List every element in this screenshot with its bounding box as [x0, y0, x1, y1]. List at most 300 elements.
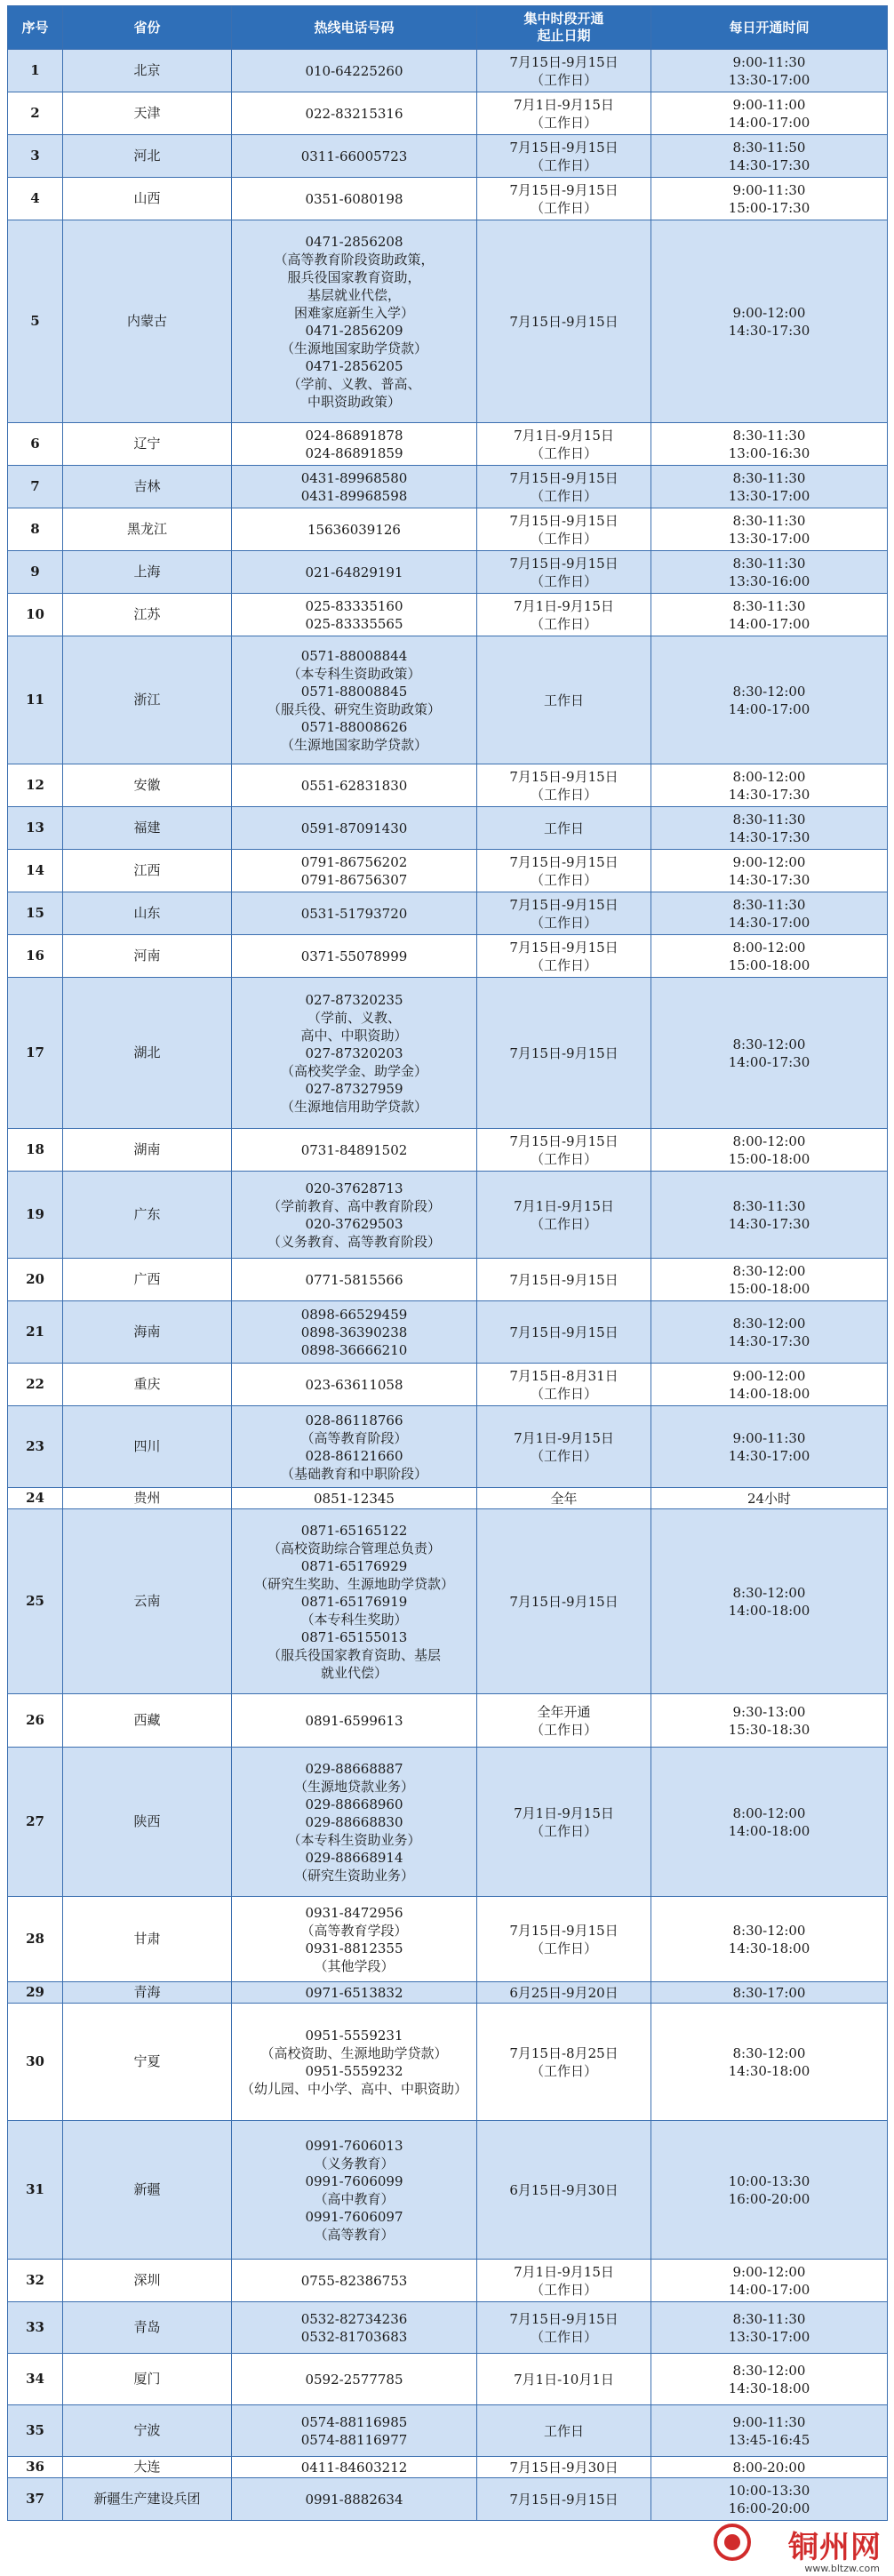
phone-line: 024-86891878: [305, 427, 403, 444]
phone-line: 027-87327959: [305, 1080, 403, 1097]
table-row: [8, 551, 888, 594]
header-hours: 每日开通时间: [651, 6, 888, 50]
period-line: （工作日）: [530, 914, 597, 931]
header-no: 序号: [8, 6, 63, 50]
province-name: 浙江: [63, 636, 232, 764]
phone-line: 0871-65176929: [300, 1557, 408, 1574]
phone-line: 0891-6599613: [305, 1712, 403, 1729]
hours-line: 13:00-16:30: [728, 444, 810, 461]
row-number: 5: [8, 220, 63, 423]
province-name: 四川: [63, 1406, 232, 1488]
period-line: 7月15日-9月15日: [509, 1132, 619, 1149]
province-name: 云南: [63, 1509, 232, 1694]
period-cell: [477, 1488, 651, 1509]
table-row: [8, 1301, 888, 1364]
phone-cell: [232, 220, 477, 423]
period-line: 6月25日-9月20日: [509, 1984, 619, 2001]
hours-cell: [651, 594, 888, 636]
hours-line: 16:00-20:00: [728, 2190, 810, 2207]
hours-cell: [651, 135, 888, 178]
hours-line: 14:30-18:00: [728, 1940, 810, 1956]
phone-cell: [232, 807, 477, 850]
row-number: 2: [8, 92, 63, 135]
hours-line: 14:00-17:00: [728, 700, 810, 717]
phone-line: 0574-88116977: [300, 2431, 408, 2448]
row-number: 18: [8, 1129, 63, 1172]
period-line: 工作日: [543, 692, 584, 708]
hours-line: 8:30-11:30: [732, 2310, 806, 2327]
phone-cell: [232, 2478, 477, 2521]
row-number: 25: [8, 1509, 63, 1694]
hours-line: 15:00-18:00: [728, 1280, 810, 1297]
phone-line: 010-64225260: [305, 62, 403, 79]
table-row: [8, 1172, 888, 1259]
hours-cell: [651, 508, 888, 551]
period-cell: [477, 1897, 651, 1982]
phone-line: 0574-88116985: [300, 2413, 408, 2430]
phone-line: 028-86118766: [305, 1412, 403, 1428]
period-line: （工作日）: [530, 530, 597, 547]
period-line: （工作日）: [530, 199, 597, 216]
row-number: 20: [8, 1259, 63, 1301]
table-row: [8, 466, 888, 508]
phone-line: （高等教育阶段资助政策，: [274, 251, 435, 268]
period-cell: [477, 178, 651, 220]
row-number: 4: [8, 178, 63, 220]
period-cell: [477, 2121, 651, 2260]
phone-line: 022-83215316: [305, 105, 403, 122]
row-number: 1: [8, 50, 63, 92]
table-row: [8, 2004, 888, 2121]
period-line: （工作日）: [530, 71, 597, 88]
period-line: 7月15日-9月15日: [509, 896, 619, 913]
phone-line: 0431-89968598: [300, 487, 408, 504]
province-name: 西藏: [63, 1694, 232, 1748]
row-number: 15: [8, 892, 63, 935]
phone-line: （生源地国家助学贷款）: [280, 736, 427, 753]
hours-line: 13:45-16:45: [728, 2431, 810, 2448]
table-row: [8, 2405, 888, 2457]
phone-cell: [232, 2405, 477, 2457]
period-cell: [477, 1364, 651, 1406]
row-number: 6: [8, 423, 63, 466]
province-name: 辽宁: [63, 423, 232, 466]
hours-line: 8:00-12:00: [732, 939, 806, 956]
hours-cell: [651, 220, 888, 423]
hours-cell: [651, 2121, 888, 2260]
period-line: 7月15日-8月31日: [509, 1367, 619, 1384]
period-cell: [477, 1982, 651, 2004]
row-number: 10: [8, 594, 63, 636]
province-name: 湖南: [63, 1129, 232, 1172]
hours-line: 15:00-17:30: [728, 199, 810, 216]
hours-line: 8:00-12:00: [732, 1132, 806, 1149]
hours-line: 9:00-12:00: [732, 2263, 806, 2280]
period-line: （工作日）: [530, 444, 597, 461]
phone-line: 0871-65176919: [300, 1593, 408, 1610]
table-row: [8, 423, 888, 466]
hours-line: 14:30-17:30: [728, 1332, 810, 1349]
period-line: （工作日）: [530, 871, 597, 888]
period-line: 7月15日-9月15日: [509, 512, 619, 529]
hours-line: 8:30-12:00: [732, 2362, 806, 2379]
province-name: 大连: [63, 2457, 232, 2478]
row-number: 13: [8, 807, 63, 850]
phone-line: （研究生奖助、生源地助学贷款）: [253, 1575, 454, 1592]
province-name: 青海: [63, 1982, 232, 2004]
phone-line: 028-86121660: [305, 1447, 403, 1464]
row-number: 19: [8, 1172, 63, 1259]
table-row: [8, 1897, 888, 1982]
period-line: 7月1日-9月15日: [514, 1197, 614, 1214]
hours-line: 13:30-17:00: [728, 71, 810, 88]
phone-line: 0898-36390238: [300, 1324, 408, 1340]
hours-line: 8:30-12:00: [732, 1584, 806, 1601]
hours-line: 8:30-12:00: [732, 1262, 806, 1279]
hours-line: 13:30-17:00: [728, 487, 810, 504]
hours-line: 9:00-11:30: [732, 53, 806, 70]
period-cell: [477, 2405, 651, 2457]
period-line: 全年开通: [537, 1703, 591, 1720]
hours-cell: [651, 1694, 888, 1748]
phone-line: （生源地国家助学贷款）: [280, 340, 427, 356]
phone-cell: [232, 1364, 477, 1406]
hours-cell: [651, 92, 888, 135]
hours-line: 14:30-17:00: [728, 1447, 810, 1464]
province-name: 安徽: [63, 764, 232, 807]
phone-cell: [232, 1172, 477, 1259]
phone-line: 0951-5559232: [305, 2062, 403, 2079]
phone-line: 高中、中职资助）: [300, 1027, 408, 1044]
phone-line: 029-88668914: [305, 1849, 403, 1866]
hours-cell: [651, 850, 888, 892]
hours-cell: [651, 764, 888, 807]
phone-cell: [232, 508, 477, 551]
phone-line: 0471-2856209: [305, 322, 403, 339]
phone-line: 0991-7606097: [305, 2208, 403, 2225]
phone-line: 0991-7606013: [305, 2137, 403, 2154]
period-line: 工作日: [543, 820, 584, 836]
hours-line: 14:30-17:00: [728, 914, 810, 931]
period-line: 7月15日-9月15日: [509, 555, 619, 572]
phone-line: 020-37628713: [305, 1180, 403, 1196]
period-cell: [477, 2457, 651, 2478]
table-row: [8, 135, 888, 178]
period-cell: [477, 508, 651, 551]
period-line: （工作日）: [530, 572, 597, 589]
hours-cell: [651, 1509, 888, 1694]
phone-line: 0431-89968580: [300, 469, 408, 486]
phone-line: 0791-86756202: [300, 853, 408, 870]
phone-line: （本专科生奖助）: [300, 1611, 408, 1628]
watermark-url: www.bltzw.com: [804, 2563, 880, 2574]
province-name: 河北: [63, 135, 232, 178]
period-line: 7月15日-9月15日: [509, 768, 619, 785]
table-row: [8, 892, 888, 935]
phone-cell: [232, 636, 477, 764]
hours-line: 13:30-17:00: [728, 530, 810, 547]
period-cell: [477, 1129, 651, 1172]
hours-cell: [651, 1129, 888, 1172]
row-number: 34: [8, 2354, 63, 2405]
phone-line: 0532-82734236: [300, 2310, 408, 2327]
watermark: [711, 2519, 889, 2574]
phone-line: 0591-87091430: [300, 820, 408, 836]
period-line: 7月15日-9月15日: [509, 1593, 619, 1610]
period-cell: [477, 466, 651, 508]
hours-cell: [651, 1364, 888, 1406]
hours-line: 14:30-17:30: [728, 871, 810, 888]
phone-line: （基础教育和中职阶段）: [280, 1465, 427, 1482]
hours-line: 14:30-17:30: [728, 828, 810, 845]
period-cell: [477, 2302, 651, 2354]
phone-cell: [232, 92, 477, 135]
period-line: （工作日）: [530, 487, 597, 504]
phone-line: 中职资助政策）: [307, 393, 401, 410]
hours-line: 9:00-12:00: [732, 1367, 806, 1384]
province-name: 甘肃: [63, 1897, 232, 1982]
table-row: [8, 1364, 888, 1406]
period-line: 6月15日-9月30日: [509, 2181, 619, 2198]
phone-cell: [232, 178, 477, 220]
phone-cell: [232, 423, 477, 466]
province-name: 湖北: [63, 978, 232, 1129]
period-cell: [477, 636, 651, 764]
province-name: 北京: [63, 50, 232, 92]
phone-line: （本专科生资助业务）: [287, 1831, 421, 1848]
period-cell: [477, 807, 651, 850]
hours-cell: [651, 1406, 888, 1488]
phone-line: 0551-62831830: [300, 777, 408, 794]
period-cell: [477, 2260, 651, 2302]
table-row: [8, 2457, 888, 2478]
phone-line: 020-37629503: [305, 1215, 403, 1232]
phone-line: （高等教育阶段）: [300, 1429, 408, 1446]
period-line: 7月1日-9月15日: [514, 427, 614, 444]
phone-line: 0971-6513832: [305, 1984, 403, 2001]
province-name: 山东: [63, 892, 232, 935]
period-line: （工作日）: [530, 2281, 597, 2298]
hours-line: 8:30-12:00: [732, 2044, 806, 2061]
hours-cell: [651, 1748, 888, 1897]
hours-line: 14:30-18:00: [728, 2062, 810, 2079]
phone-cell: [232, 1129, 477, 1172]
period-line: 7月15日-9月15日: [509, 139, 619, 156]
province-name: 江苏: [63, 594, 232, 636]
period-cell: [477, 978, 651, 1129]
hours-line: 8:30-11:30: [732, 512, 806, 529]
hours-line: 8:30-11:30: [732, 811, 806, 828]
phone-cell: [232, 935, 477, 978]
period-line: （工作日）: [530, 156, 597, 173]
phone-line: 029-88668830: [305, 1813, 403, 1830]
period-line: 7月15日-9月15日: [509, 1044, 619, 1061]
province-name: 陕西: [63, 1748, 232, 1897]
table-row: [8, 764, 888, 807]
row-number: 27: [8, 1748, 63, 1897]
period-line: （工作日）: [530, 1215, 597, 1232]
phone-cell: [232, 1406, 477, 1488]
table-row: [8, 1488, 888, 1509]
hours-cell: [651, 423, 888, 466]
hours-line: 14:00-17:00: [728, 2281, 810, 2298]
period-line: 7月15日-9月15日: [509, 1324, 619, 1340]
table-row: [8, 1982, 888, 2004]
period-cell: [477, 1259, 651, 1301]
phone-line: （高中教育）: [314, 2190, 395, 2207]
phone-line: 0871-65165122: [300, 1522, 408, 1539]
phone-cell: [232, 1982, 477, 2004]
table-row: [8, 594, 888, 636]
province-name: 天津: [63, 92, 232, 135]
phone-cell: [232, 1488, 477, 1509]
watermark-logo-icon: [713, 2523, 752, 2562]
row-number: 3: [8, 135, 63, 178]
table-row: [8, 508, 888, 551]
period-cell: [477, 594, 651, 636]
hours-line: 8:30-11:30: [732, 1197, 806, 1214]
period-line: 7月1日-9月15日: [514, 597, 614, 614]
phone-line: 023-63611058: [305, 1376, 403, 1393]
hours-line: 8:30-12:00: [732, 1315, 806, 1332]
table-row: [8, 1509, 888, 1694]
period-line: （工作日）: [530, 2328, 597, 2345]
phone-line: 0411-84603212: [300, 2459, 408, 2476]
period-line: （工作日）: [530, 1721, 597, 1738]
phone-line: 025-83335565: [305, 615, 403, 632]
period-line: 7月15日-9月30日: [509, 2459, 619, 2476]
hours-cell: [651, 50, 888, 92]
period-line: 7月15日-9月15日: [509, 53, 619, 70]
hours-line: 8:30-12:00: [732, 683, 806, 700]
hours-line: 9:00-12:00: [732, 853, 806, 870]
phone-cell: [232, 2354, 477, 2405]
table-row: [8, 1259, 888, 1301]
phone-line: 0351-6080198: [305, 190, 403, 207]
phone-line: 0571-88008845: [300, 683, 408, 700]
phone-line: 基层就业代偿，: [307, 286, 401, 303]
period-line: 7月1日-9月15日: [514, 1804, 614, 1821]
hours-line: 8:30-11:30: [732, 427, 806, 444]
hours-line: 8:30-11:30: [732, 555, 806, 572]
hours-cell: [651, 2354, 888, 2405]
row-number: 7: [8, 466, 63, 508]
province-name: 福建: [63, 807, 232, 850]
phone-line: 029-88668887: [305, 1760, 403, 1777]
hours-cell: [651, 551, 888, 594]
phone-line: 0592-2577785: [305, 2371, 403, 2388]
row-number: 32: [8, 2260, 63, 2302]
phone-cell: [232, 2457, 477, 2478]
hours-cell: [651, 978, 888, 1129]
phone-line: （学前、义教、: [307, 1009, 401, 1026]
hours-line: 14:00-18:00: [728, 1602, 810, 1619]
period-cell: [477, 764, 651, 807]
phone-cell: [232, 1259, 477, 1301]
table-row: [8, 850, 888, 892]
province-name: 重庆: [63, 1364, 232, 1406]
period-line: 7月15日-9月15日: [509, 2491, 619, 2508]
header-phone: 热线电话号码: [232, 6, 477, 50]
phone-line: 0532-81703683: [300, 2328, 408, 2345]
row-number: 37: [8, 2478, 63, 2521]
period-line: 7月1日-9月15日: [514, 96, 614, 113]
table-header-row: [8, 6, 888, 50]
phone-line: （服兵役、研究生资助政策）: [267, 700, 441, 717]
phone-cell: [232, 1301, 477, 1364]
phone-line: 0371-55078999: [300, 948, 408, 964]
hours-line: 14:00-18:00: [728, 1385, 810, 1402]
phone-line: 021-64829191: [305, 564, 403, 580]
hours-cell: [651, 636, 888, 764]
period-line: 工作日: [543, 2422, 584, 2439]
table-row: [8, 1129, 888, 1172]
period-line: （工作日）: [530, 615, 597, 632]
row-number: 29: [8, 1982, 63, 2004]
phone-line: （学前、义教、普高、: [287, 375, 421, 392]
period-cell: [477, 2004, 651, 2121]
province-name: 上海: [63, 551, 232, 594]
phone-cell: [232, 2302, 477, 2354]
table-row: [8, 1406, 888, 1488]
table-row: [8, 935, 888, 978]
table-row: [8, 2260, 888, 2302]
header-period-line: 起止日期: [537, 28, 591, 44]
table-row: [8, 2354, 888, 2405]
phone-line: 0871-65155013: [300, 1628, 408, 1645]
hours-line: 8:00-20:00: [732, 2459, 806, 2476]
hours-line: 8:30-12:00: [732, 1036, 806, 1052]
hours-line: 8:00-12:00: [732, 1804, 806, 1821]
table-row: [8, 1748, 888, 1897]
hours-line: 8:30-17:00: [732, 1984, 806, 2001]
row-number: 28: [8, 1897, 63, 1982]
phone-line: 0791-86756307: [300, 871, 408, 888]
phone-line: （高校奖学金、助学金）: [280, 1062, 427, 1079]
row-number: 33: [8, 2302, 63, 2354]
period-line: 7月1日-9月15日: [514, 2263, 614, 2280]
period-cell: [477, 423, 651, 466]
row-number: 24: [8, 1488, 63, 1509]
period-cell: [477, 1406, 651, 1488]
table-row: [8, 636, 888, 764]
period-line: （工作日）: [530, 114, 597, 131]
hours-line: 9:30-13:00: [732, 1703, 806, 1720]
hours-cell: [651, 935, 888, 978]
hours-line: 14:30-17:30: [728, 322, 810, 339]
period-line: （工作日）: [530, 956, 597, 973]
phone-line: 025-83335160: [305, 597, 403, 614]
table-row: [8, 50, 888, 92]
row-number: 36: [8, 2457, 63, 2478]
province-name: 宁夏: [63, 2004, 232, 2121]
period-cell: [477, 1748, 651, 1897]
period-cell: [477, 1301, 651, 1364]
row-number: 16: [8, 935, 63, 978]
hours-line: 13:30-17:00: [728, 2328, 810, 2345]
period-cell: [477, 935, 651, 978]
row-number: 35: [8, 2405, 63, 2457]
hours-line: 8:30-11:30: [732, 469, 806, 486]
hours-line: 8:30-11:50: [732, 139, 806, 156]
phone-line: 0731-84891502: [300, 1141, 408, 1158]
period-cell: [477, 220, 651, 423]
hours-cell: [651, 1982, 888, 2004]
phone-line: 0898-66529459: [300, 1306, 408, 1323]
phone-line: 0951-5559231: [305, 2027, 403, 2044]
phone-cell: [232, 2121, 477, 2260]
hours-cell: [651, 2457, 888, 2478]
